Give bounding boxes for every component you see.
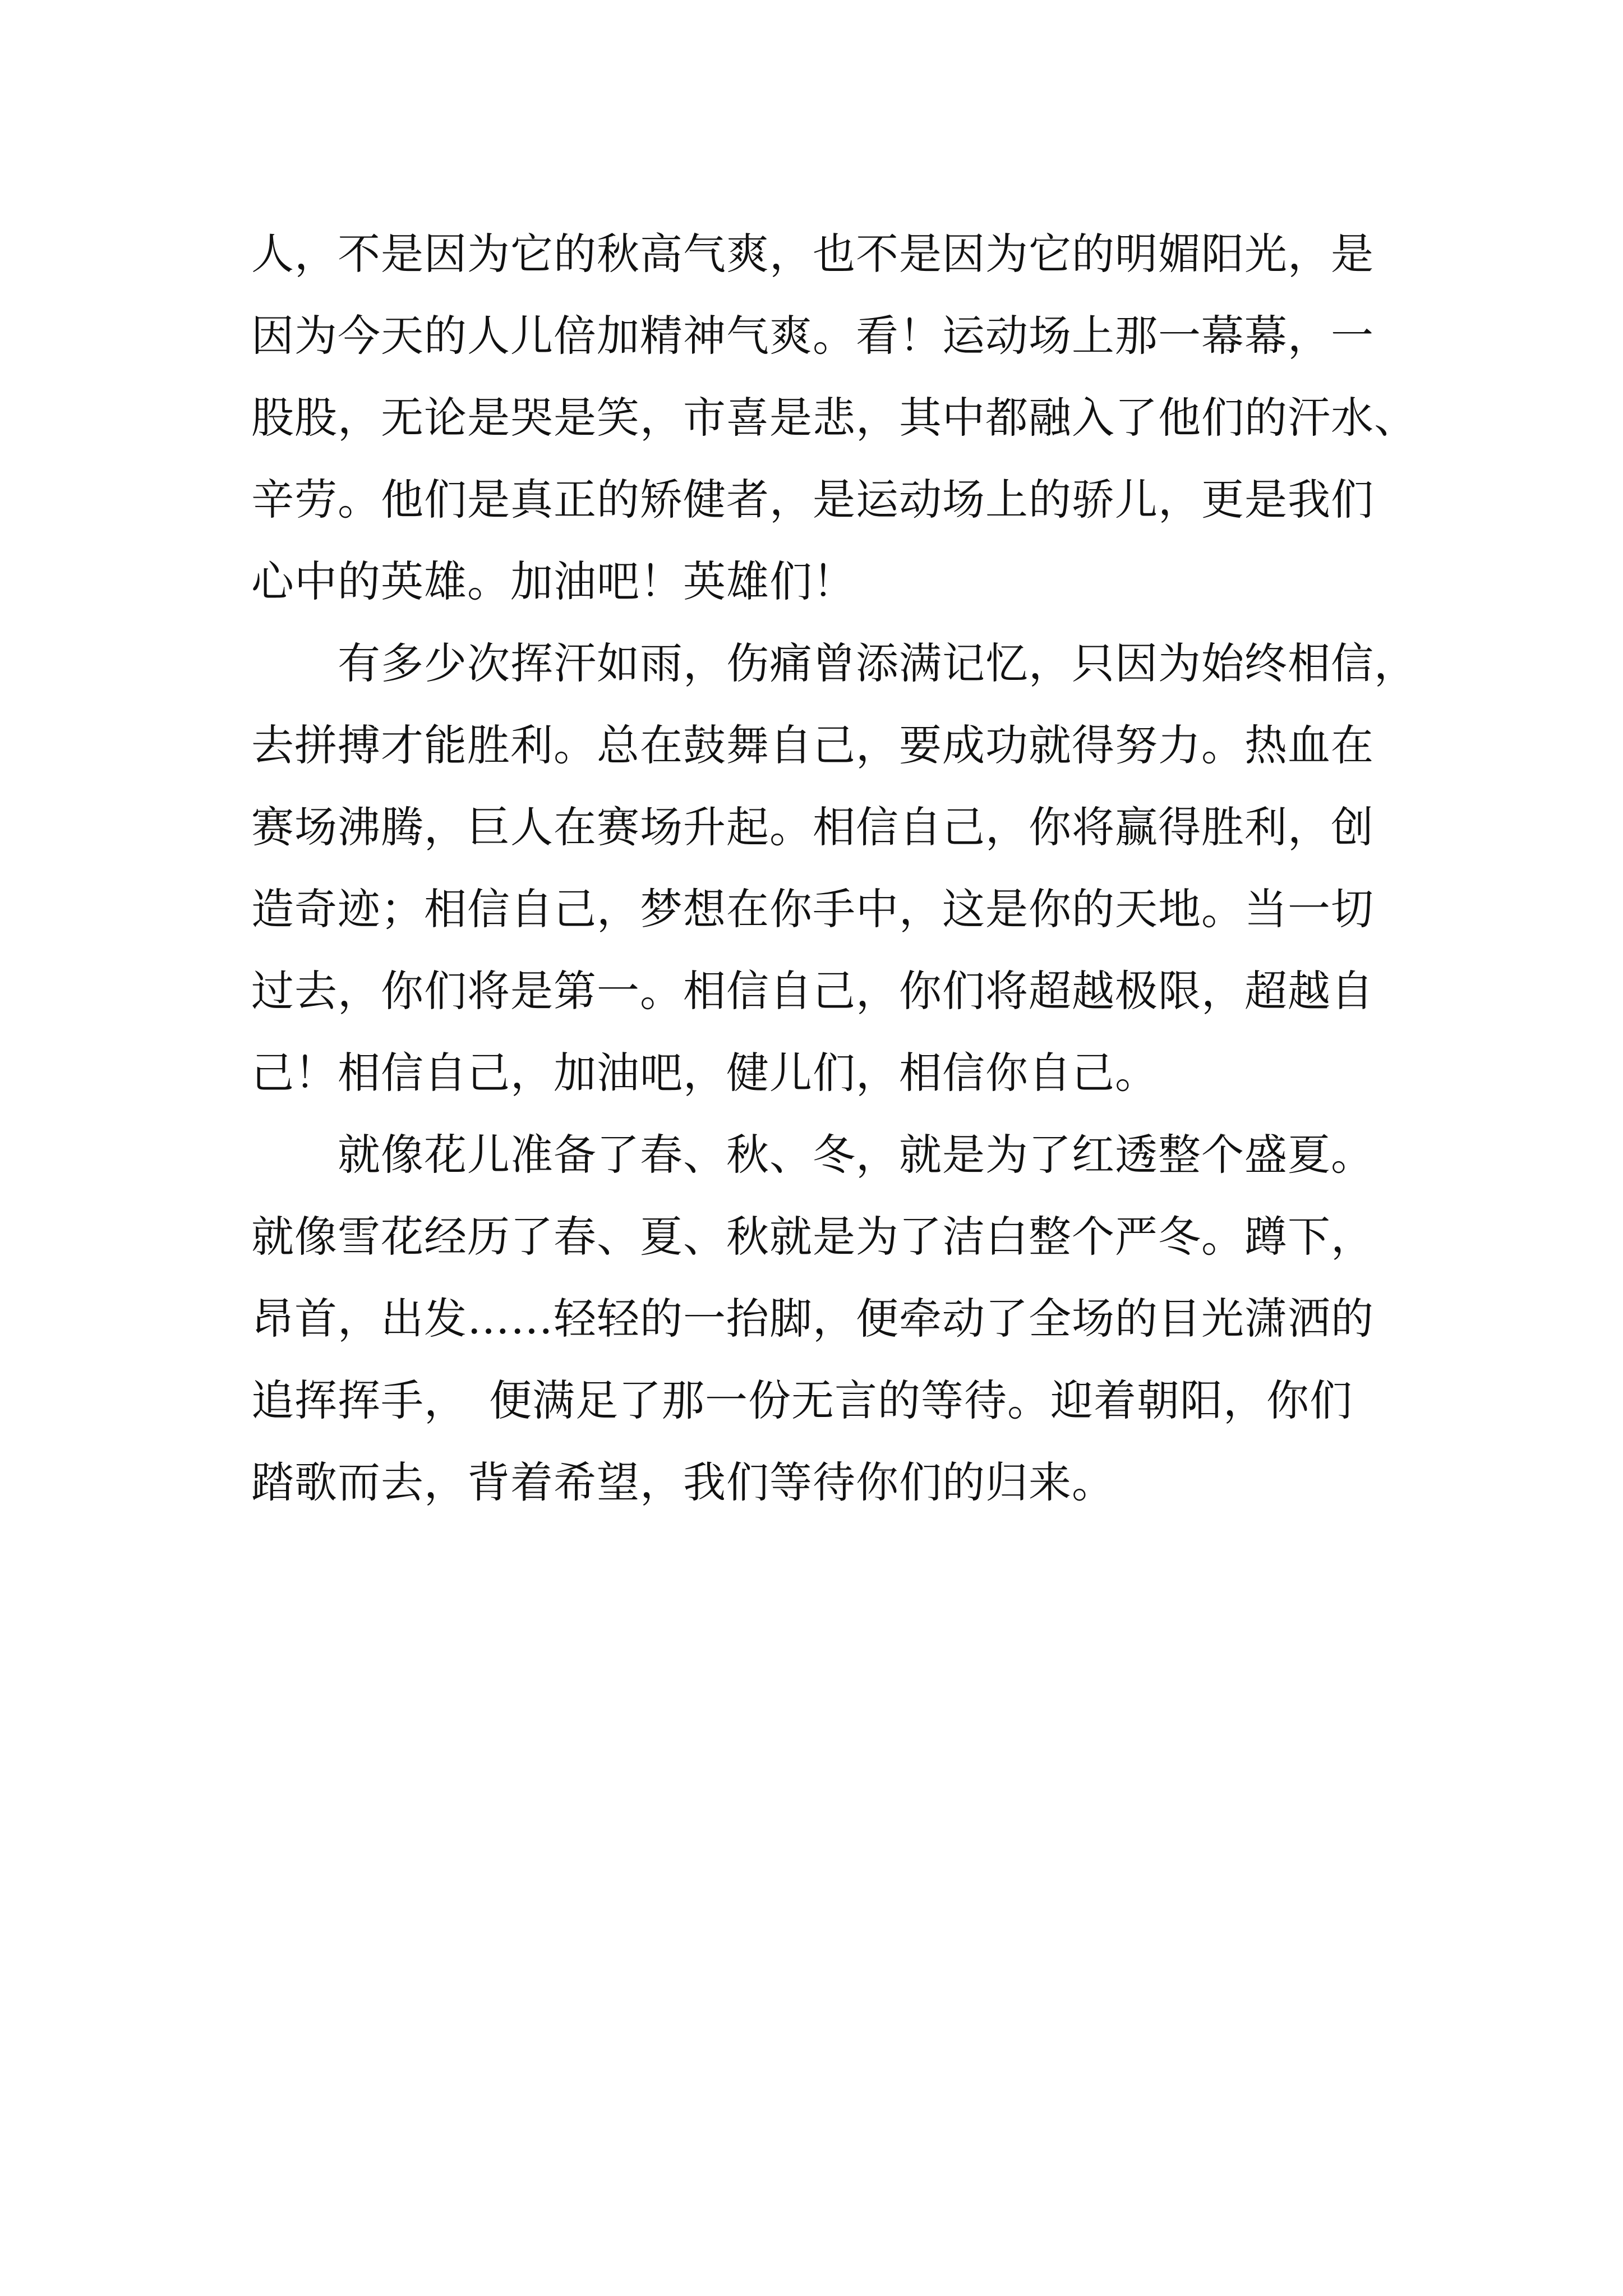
text-line: 己！相信自己，加油吧，健儿们，相信你自己。 [251,1048,1158,1098]
text-line: 就像雪花经历了春、夏、秋就是为了洁白整个严冬。蹲下， [251,1212,1374,1262]
text-line: 辛劳。他们是真正的矫健者，是运动场上的骄儿，更是我们 [251,475,1374,524]
paragraph-3 [251,1114,1395,1524]
text-line: 就像花儿准备了春、秋、冬，就是为了红透整个盛夏。 [251,1130,1374,1180]
text-line: 因为今天的人儿倍加精神气爽。看！运动场上那一幕幕，一 [251,311,1374,361]
text-line: 股股，无论是哭是笑，市喜是悲，其中都融入了他们的汗水、 [251,393,1417,443]
text-line: 昂首，出发……轻轻的一抬脚，便牵动了全场的目光潇洒的 [251,1294,1374,1343]
body-text [251,213,1417,1524]
text-line: 赛场沸腾，巨人在赛场升起。相信自己，你将赢得胜利，创 [251,802,1374,852]
text-line: 心中的英雄。加油吧！英雄们！ [251,556,856,606]
text-line: 过去，你们将是第一。相信自己，你们将超越极限，超越自 [251,966,1374,1016]
text-line: 去拼搏才能胜利。总在鼓舞自己，要成功就得努力。热血在 [251,720,1374,770]
text-line: 人，不是因为它的秋高气爽，也不是因为它的明媚阳光，是 [251,229,1374,279]
text-line: 踏歌而去，背着希望，我们等待你们的归来。 [251,1457,1115,1507]
paragraph-2 [251,623,1417,1114]
text-line: 有多少次挥汗如雨，伤痛曾添满记忆，只因为始终相信， [251,638,1417,688]
text-line: 造奇迹；相信自己，梦想在你手中，这是你的天地。当一切 [251,884,1374,934]
text-line: 追挥挥手， 便满足了那一份无言的等待。迎着朝阳，你们 [251,1375,1353,1425]
paragraph-1 [251,213,1417,623]
